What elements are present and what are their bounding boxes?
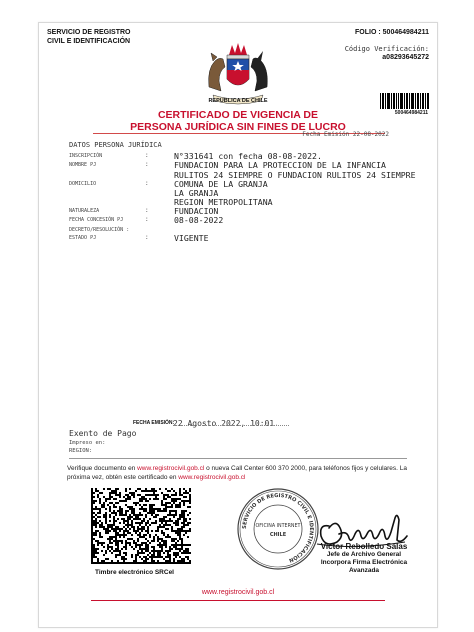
document-title: CERTIFICADO DE VIGENCIA DE PERSONA JURÍDICA SIN FINES DE LUCRO [130, 109, 346, 133]
inscripcion-label: INSCRIPCIÓN [69, 153, 103, 159]
signer-block [301, 543, 427, 575]
signer-line4: Avanzada [348, 567, 380, 574]
footer-link[interactable]: www.registrocivil.gob.cl [201, 589, 275, 596]
nombre-label: NOMBRE PJ [69, 162, 97, 168]
seal-country: CHILE [269, 532, 287, 538]
electronic-stamp-barcode [91, 488, 191, 564]
section-title: DATOS PERSONA JURÍDICA [69, 141, 162, 149]
registro-civil-link-2[interactable]: www.registrocivil.gob.cl [178, 474, 246, 481]
verification-code-value: a08293645272 [382, 54, 429, 61]
republic-label: REPUBLICA DE CHILE [208, 98, 268, 104]
signer-title: Jefe de Archivo General [326, 551, 402, 558]
colon: : [145, 207, 149, 214]
issuer-name: SERVICIO DE REGISTRO CIVIL E IDENTIFICACIÓN [47, 29, 131, 45]
naturaleza-value: FUNDACION [174, 206, 219, 216]
emission-date-value: 22 Agosto 2022, 10:01. [173, 419, 279, 428]
fee-exempt-note: Exento de Pago [69, 429, 137, 438]
folio-barcode-number: 500464984211 [394, 110, 428, 116]
nombre-value-line1: FUNDACION PARA LA PROTECCION DE LA INFANCIA [174, 160, 386, 170]
print-location: Impreso en: REGION: [69, 440, 106, 454]
domicilio-value-line2: LA GRANJA [174, 188, 219, 198]
fecha-concesion-label: FECHA CONCESIÓN PJ [69, 217, 124, 223]
domicilio-value-line1: COMUNA DE LA GRANJA [174, 179, 268, 189]
emission-date-label: FECHA EMISIÓN: [133, 420, 175, 426]
inscripcion-value: N°331641 con fecha 08-08-2022. [174, 151, 322, 161]
estado-value: VIGENTE [174, 233, 209, 243]
signer-name: Victor Rebolledo Salas [320, 542, 408, 551]
registro-civil-link[interactable]: www.registrocivil.gob.cl [137, 465, 205, 472]
nombre-value-line2: RULITOS 24 SIEMPRE O FUNDACION RULITOS 24 SIEMPRE [174, 170, 416, 180]
signer-line3: Incorpora Firma Electrónica [320, 559, 408, 566]
colon: : [145, 161, 149, 168]
electronic-stamp-label: Timbre electrónico SRCeI [95, 569, 174, 576]
divider [69, 458, 407, 459]
verification-note: Verifique documento en www.registrocivil.gob.cl o nueva Call Center 600 370 2000, para teléfonos fijos y celulares. La próxima vez, obtén este certificado en www.registrocivil.gob.cl [67, 465, 408, 481]
domicilio-label: DOMICILIO [69, 181, 97, 187]
colon: : [145, 216, 149, 223]
colon: : [145, 234, 149, 241]
domicilio-value-line3: REGION METROPOLITANA [174, 197, 273, 207]
fecha-concesion-value: 08-08-2022 [174, 215, 224, 225]
colon: : [145, 152, 149, 159]
decreto-label: DECRETO/RESOLUCIÓN : [69, 227, 130, 233]
seal-outer-text: SERVICIO DE REGISTRO CIVIL E IDENTIFICACIÓN [241, 492, 315, 563]
folio: FOLIO : 500464984211 [355, 29, 429, 36]
seal-inner-text: OFICINA INTERNET [255, 524, 301, 529]
verification-code-label: Código Verificación: [344, 45, 429, 53]
certificate-page [38, 22, 438, 628]
emission-dotted-line [173, 425, 289, 426]
estado-label: ESTADO PJ [69, 235, 97, 241]
issue-date-top: Fecha Emisión 22-08-2022 [302, 131, 389, 138]
footer-divider [91, 600, 385, 601]
colon: : [145, 180, 149, 187]
naturaleza-label: NATURALEZA [69, 208, 100, 214]
folio-barcode [380, 93, 430, 109]
